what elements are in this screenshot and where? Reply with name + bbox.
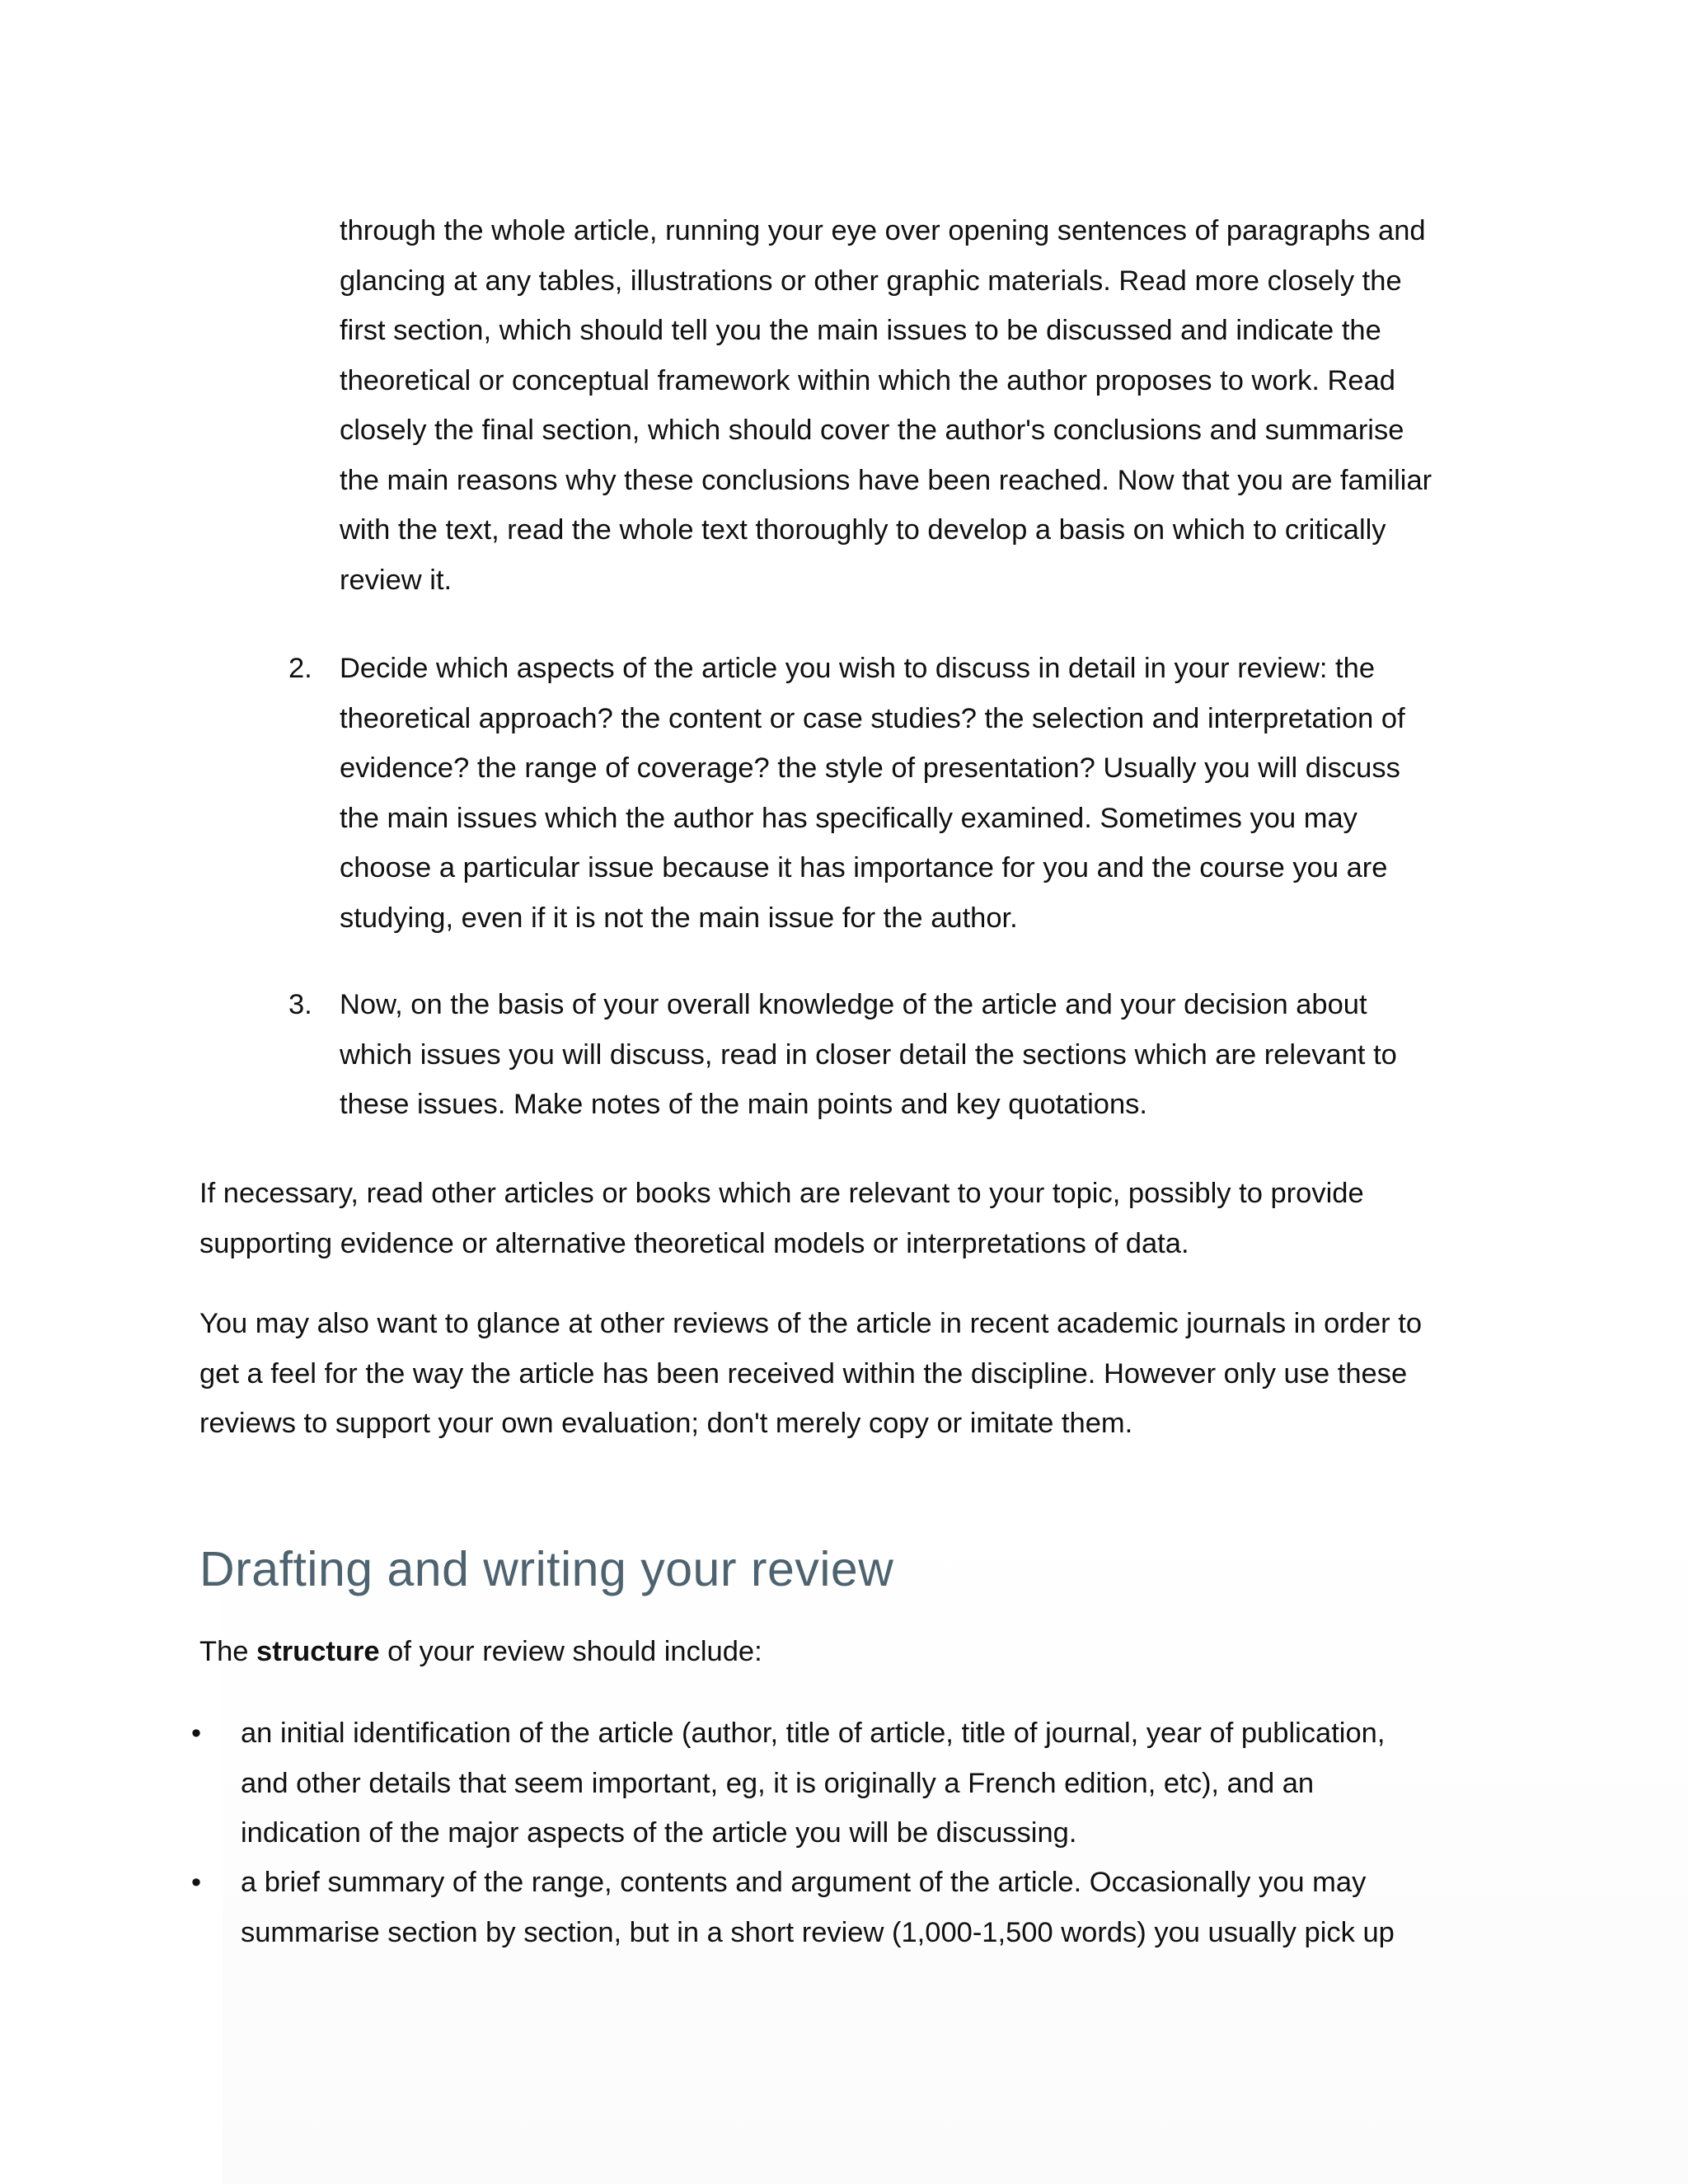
paragraph	[199, 1169, 1518, 1268]
text-line: evidence? the range of coverage? the style of presentation? Usually you will discuss	[340, 752, 1400, 784]
text-line: get a feel for the way the article has been received within the discipline. However only use these	[199, 1357, 1408, 1390]
text-line: choose a particular issue because it has importance for you and the course you are	[340, 852, 1388, 883]
bullet-text	[241, 1858, 1510, 1957]
structure-intro	[199, 1627, 1518, 1677]
text-line: a brief summary of the range, contents and argument of the article. Occasionally you may	[241, 1867, 1367, 1898]
text-line: supporting evidence or alternative theoretical models or interpretations of data.	[199, 1227, 1189, 1259]
intro-prefix: The	[199, 1636, 257, 1667]
list-number: 2.	[288, 653, 312, 684]
intro-line	[199, 1627, 1518, 1677]
text-line: You may also want to glance at other reviews of the article in recent academic journals in order to	[199, 1308, 1423, 1339]
text-line: the main issues which the author has specifically examined. Sometimes you may	[340, 802, 1357, 834]
list-item-1-continuation	[340, 206, 1510, 605]
text-line: first section, which should tell you the main issues to be discussed and indicate the	[340, 315, 1381, 346]
text-line: theoretical approach? the content or case studies? the selection and interpretation of	[340, 702, 1405, 734]
text-line: indication of the major aspects of the article you will be discussing.	[241, 1817, 1077, 1849]
intro-bold-term: structure	[256, 1636, 380, 1667]
section-heading: Drafting and writing your review	[199, 1542, 894, 1596]
bullet-icon: •	[191, 1718, 202, 1749]
text-line: Decide which aspects of the article you wish to discuss in detail in your review: the	[340, 653, 1376, 684]
list-item-text	[340, 980, 1510, 1130]
text-line: review it.	[340, 564, 452, 596]
text-line: studying, even if it is not the main issue for the author.	[340, 902, 1018, 934]
text-line: through the whole article, running your eye over opening sentences of paragraphs and	[340, 215, 1426, 246]
list-item-text	[340, 644, 1510, 943]
intro-suffix: of your review should include:	[379, 1636, 762, 1667]
list-number: 3.	[288, 989, 312, 1020]
text-line: which issues you will discuss, read in closer detail the sections which are relevant to	[340, 1038, 1397, 1071]
bullet-text	[241, 1708, 1510, 1858]
text-line: reviews to support your own evaluation; don't merely copy or imitate them.	[199, 1408, 1133, 1439]
bullet-icon: •	[191, 1867, 202, 1898]
text-line: these issues. Make notes of the main points and key quotations.	[340, 1089, 1147, 1120]
text-line: with the text, read the whole text thoroughly to develop a basis on which to critically	[340, 514, 1386, 546]
text-line: an initial identification of the article (author, title of article, title of journal, year of publication,	[241, 1718, 1386, 1749]
paragraph	[199, 1299, 1518, 1449]
text-line: If necessary, read other articles or books which are relevant to your topic, possibly to provide	[199, 1178, 1364, 1209]
text-line: theoretical or conceptual framework within which the author proposes to work. Read	[340, 364, 1395, 396]
text-line: Now, on the basis of your overall knowledge of the article and your decision about	[340, 989, 1367, 1020]
text-line: and other details that seem important, eg, it is originally a French edition, etc), and an	[241, 1767, 1315, 1799]
text-line: closely the final section, which should cover the author's conclusions and summarise	[340, 415, 1404, 446]
text-line: the main reasons why these conclusions have been reached. Now that you are familiar	[340, 464, 1432, 496]
text-line: summarise section by section, but in a short review (1,000-1,500 words) you usually pick up	[241, 1916, 1395, 1948]
text-line: glancing at any tables, illustrations or other graphic materials. Read more closely the	[340, 265, 1402, 297]
